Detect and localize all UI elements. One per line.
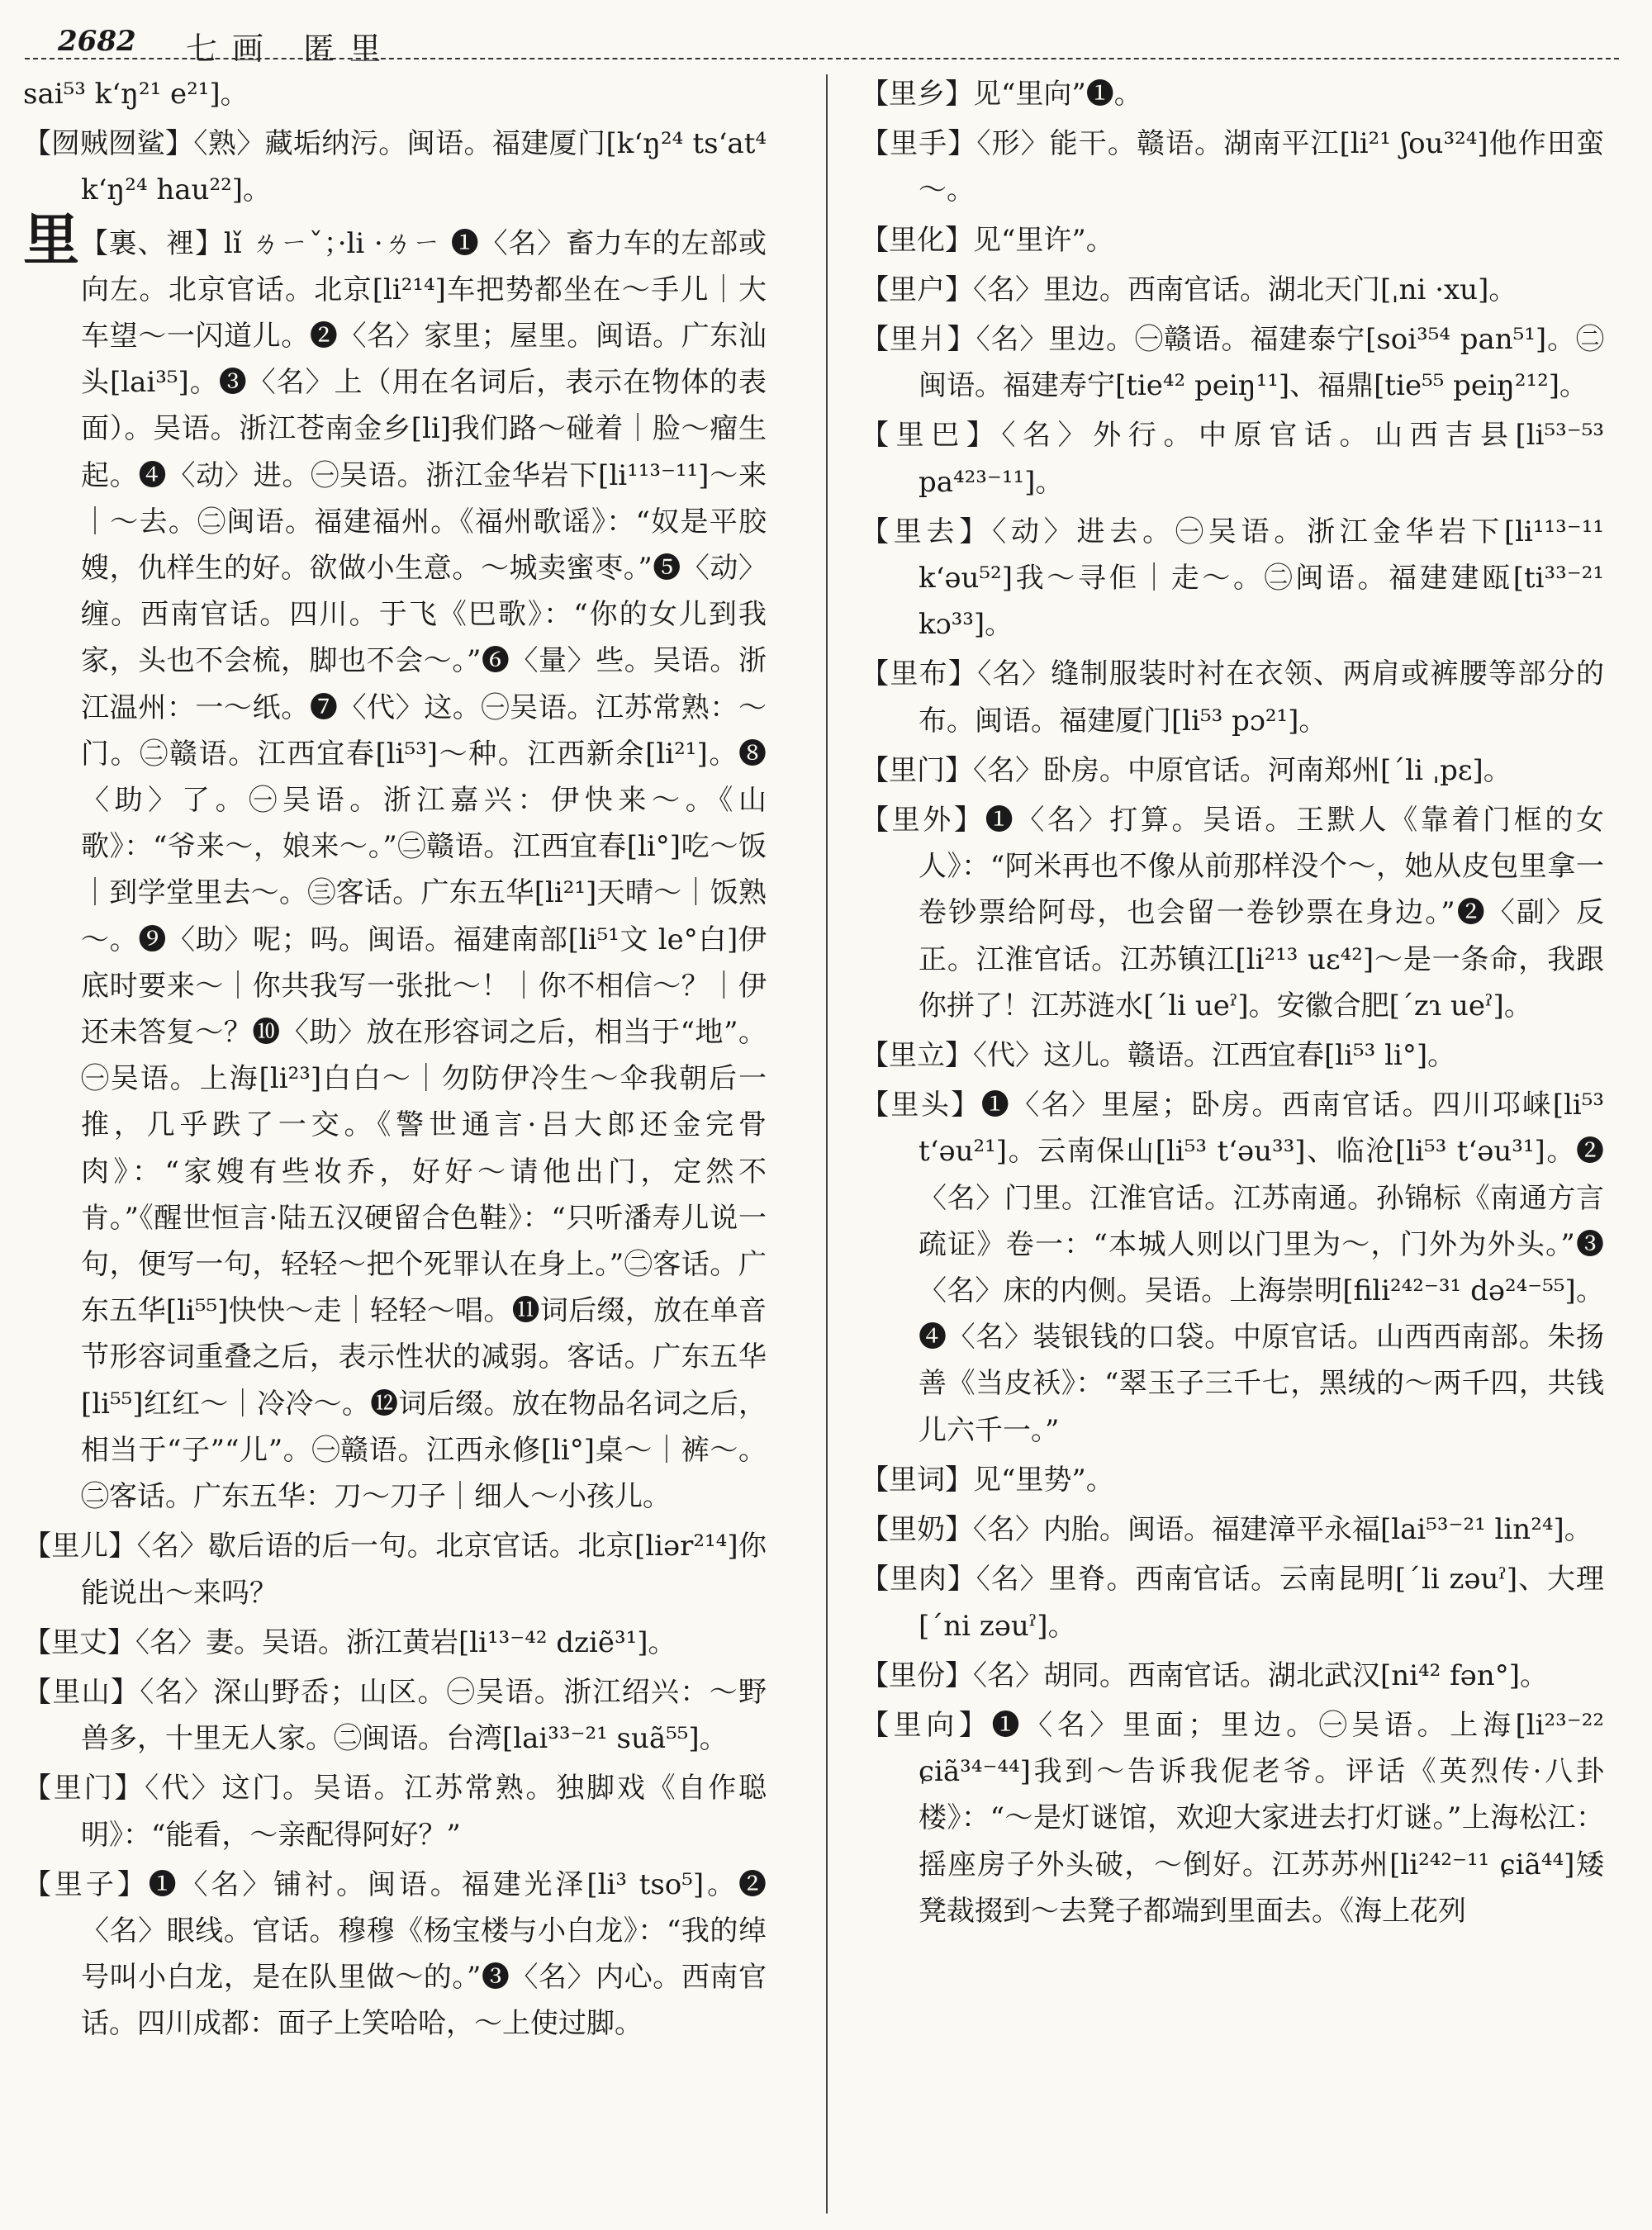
entry-lishan: 【里山】〈名〉深山野岙；山区。㊀吴语。浙江绍兴：～野兽多，十里无人家。㊁闽语。台湾[lai³³⁻²¹ suã⁵⁵]。 bbox=[23, 1675, 767, 1756]
entry-liqu: 【里去】〈动〉进去。㊀吴语。浙江金华岩下[li¹¹³⁻¹¹ k‘əu⁵²]我～寻佢｜走～。㊁闽语。福建建瓯[ti³³⁻²¹ kɔ³³]。 bbox=[861, 515, 1604, 642]
headword-li: 里 bbox=[23, 206, 80, 273]
entry-limen-bedroom: 【里门】〈名〉卧房。中原官话。河南郑州[ˊli ˌpɛ]。 bbox=[861, 753, 1512, 787]
page-header bbox=[58, 18, 1619, 67]
entry-lizhang: 【里丈】〈名〉妻。吴语。浙江黄岩[li¹³⁻⁴² dziẽ³¹]。 bbox=[23, 1625, 676, 1659]
entry-lirou: 【里肉】〈名〉里脊。西南官话。云南昆明[ˊli zəuˀ]、大理[ˊni zəuˀ]。 bbox=[861, 1563, 1604, 1643]
page-number: 2682 bbox=[58, 25, 136, 58]
entry-lier: 【里儿】〈名〉歇后语的后一句。北京官话。北京[liər²¹⁴]你能说出～来吗？ bbox=[23, 1530, 767, 1610]
column-divider bbox=[826, 74, 828, 2213]
entry-libu: 【里布】〈名〉缝制服装时衬在衣领、两肩或裤腰等部分的布。闽语。福建厦门[li⁵³ pɔ²¹]。 bbox=[861, 657, 1604, 738]
entry-li bbox=[23, 206, 767, 1521]
entry-lili: 【里立】〈代〉这儿。赣语。江西宜春[li⁵³ li°]。 bbox=[861, 1039, 1456, 1073]
header-rule bbox=[25, 58, 1619, 59]
entry-lihu: 【里户】〈名〉里边。西南官话。湖北天门[ˌni ·xu]。 bbox=[861, 273, 1517, 306]
entry-litou: 【里头】❶〈名〉里屋；卧房。西南官话。四川邛崃[li⁵³ t‘əu²¹]。云南保山[li⁵³ t‘əu³³]、临沧[li⁵³ t‘əu³¹]。❷〈名〉门里。江淮官话。江苏南通。孙锦标《南通方言疏证》卷一：“本城人则以门里为～，门外为外头。”❸〈名〉床的内侧。吴语。上海崇明[fili²⁴²⁻³¹ də²⁴⁻⁵⁵]。❹〈名〉装银钱的口袋。中原官话。山西西南部。朱扬善《当皮袄》：“翠玉子三千七，黑绒的～两千四，共钱儿六千一。” bbox=[861, 1089, 1604, 1447]
entry-lizi: 【里子】❶〈名〉铺衬。闽语。福建光泽[li³ tso⁵]。❷〈名〉眼线。官话。穆穆《杨宝楼与小白龙》：“我的绰号叫小白龙，是在队里做～的。”❸〈名〉内心。西南官话。四川成都：面子上笑哈哈，～上使过脚。 bbox=[23, 1867, 767, 2041]
left-column bbox=[23, 71, 767, 2051]
entry-lixiang: 【里向】❶〈名〉里面；里边。㊀吴语。上海[li²³⁻²² ɕiã³⁴⁻⁴⁴]我到～告诉我伲老爷。评话《英烈传·八卦楼》：“～是灯谜馆，欢迎大家进去打灯谜。”上海松江：摇座房子外头破，～倒好。江苏苏州[li²⁴²⁻¹¹ ɕiã⁴⁴]矮凳裁掇到～去凳子都端到里面去。《海上花列 bbox=[861, 1708, 1604, 1928]
entry-nizei: 【囫贼囫鲨】〈熟〉藏垢纳污。闽语。福建厦门[k‘ŋ²⁴ ts‘at⁴ k‘ŋ²⁴ hau²²]。 bbox=[23, 127, 767, 207]
entry-lishou: 【里手】〈形〉能干。赣语。湖南平江[li²¹ ʃou³²⁴]他作田蛮～。 bbox=[861, 127, 1604, 207]
right-column bbox=[861, 71, 1604, 1938]
entry-lici: 【里词】见“里势”。 bbox=[861, 1463, 1114, 1497]
entry-lipan: 【里爿】〈名〉里边。㊀赣语。福建泰宁[soi³⁵⁴ pan⁵¹]。㊁闽语。福建寿宁[tie⁴² peiŋ¹¹]、福鼎[tie⁵⁵ peiŋ²¹²]。 bbox=[861, 323, 1604, 403]
entry-liba: 【里巴】〈名〉外行。中原官话。山西吉县[li⁵³⁻⁵³ pa⁴²³⁻¹¹]。 bbox=[861, 419, 1604, 499]
entry-linai: 【里奶】〈名〉内胎。闽语。福建漳平永福[lai⁵³⁻²¹ lin²⁴]。 bbox=[861, 1513, 1593, 1547]
entry-liwai: 【里外】❶〈名〉打算。吴语。王默人《靠着门框的女人》：“阿米再也不像从前那样没个～，她从皮包里拿一卷钞票给阿母，也会留一卷钞票在身边。”❷〈副〉反正。江淮官话。江苏镇江[li²¹³ uɛ⁴²]～是一条命，我跟你拼了！江苏涟水[ˊli ueˀ]。安徽合肥[ˊzɿ ueˀ]。 bbox=[861, 804, 1604, 1022]
entry-li-text: 【裏、裡】lǐ ㄌㄧˇ；·li ·ㄌㄧ ❶〈名〉畜力车的左部或向左。北京官话。北京[li²¹⁴]车把势都坐在～手儿｜大车望～一闪道儿。❷〈名〉家里；屋里。闽语。广东汕头[lai³⁵]。❸〈名〉上（用在名词后，表示在物体的表面）。吴语。浙江苍南金乡[li]我们路～碰着｜脸～瘤生起。❹〈动〉进。㊀吴语。浙江金华岩下[li¹¹³⁻¹¹]～来｜～去。㊁闽语。福建福州。《福州歌谣》：“奴是平胶嫂，仇样生的好。欲做小生意。～城卖蜜枣。”❺〈动〉缠。西南官话。四川。于飞《巴歌》：“你的女儿到我家，头也不会梳，脚也不会～。”❻〈量〉些。吴语。浙江温州：一～纸。❼〈代〉这。㊀吴语。江苏常熟：～门。㊁赣语。江西宜春[li⁵³]～种。江西新余[li²¹]。❽〈助〉了。㊀吴语。浙江嘉兴：伊快来～。《山歌》：“爷来～，娘来～。”㊁赣语。江西宜春[li°]吃～饭｜到学堂里去～。㊂客话。广东五华[li²¹]天晴～｜饭熟～。❾〈助〉呢；吗。闽语。福建南部[li⁵¹文 le°白]伊底时要来～｜你共我写一张批～！｜你不相信～？｜伊还未答复～？❿〈助〉放在形容词之后，相当于“地”。㊀吴语。上海[li²³]白白～｜勿防伊冷生～伞我朝后一推，几乎跌了一交。《警世通言·吕大郎还金完骨肉》：“家嫂有些妆乔，好好～请他出门，定然不肯。”《醒世恒言·陆五汉硬留合色鞋》：“只听潘寿儿说一句，便写一句，轻轻～把个死罪认在身上。”㊁客话。广东五华[li⁵⁵]快快～走｜轻轻～唱。⓫词后缀，放在单音节形容词重叠之后，表示性状的减弱。客话。广东五华[li⁵⁵]红红～｜冷冷～。⓬词后缀。放在物品名词之后，相当于“子”“儿”。㊀赣语。江西永修[li°]桌～｜裤～。㊁客话。广东五华：刀～刀子｜细人～小孩儿。 bbox=[79, 226, 767, 1514]
entry-lihua: 【里化】见“里许”。 bbox=[861, 223, 1114, 257]
entry-limen-this: 【里门】〈代〉这门。吴语。江苏常熟。独脚戏《自作聪明》：“能看，～亲配得阿好？” bbox=[23, 1772, 767, 1852]
entry-continuation: sai⁵³ k‘ŋ²¹ e²¹]。 bbox=[23, 78, 249, 111]
running-title: 七画 匿里 bbox=[186, 31, 396, 67]
entry-lifen: 【里份】〈名〉胡同。西南官话。湖北武汉[ni⁴² fən°]。 bbox=[861, 1658, 1548, 1692]
entry-lixiang-ref: 【里乡】见“里向”❶。 bbox=[861, 78, 1142, 111]
